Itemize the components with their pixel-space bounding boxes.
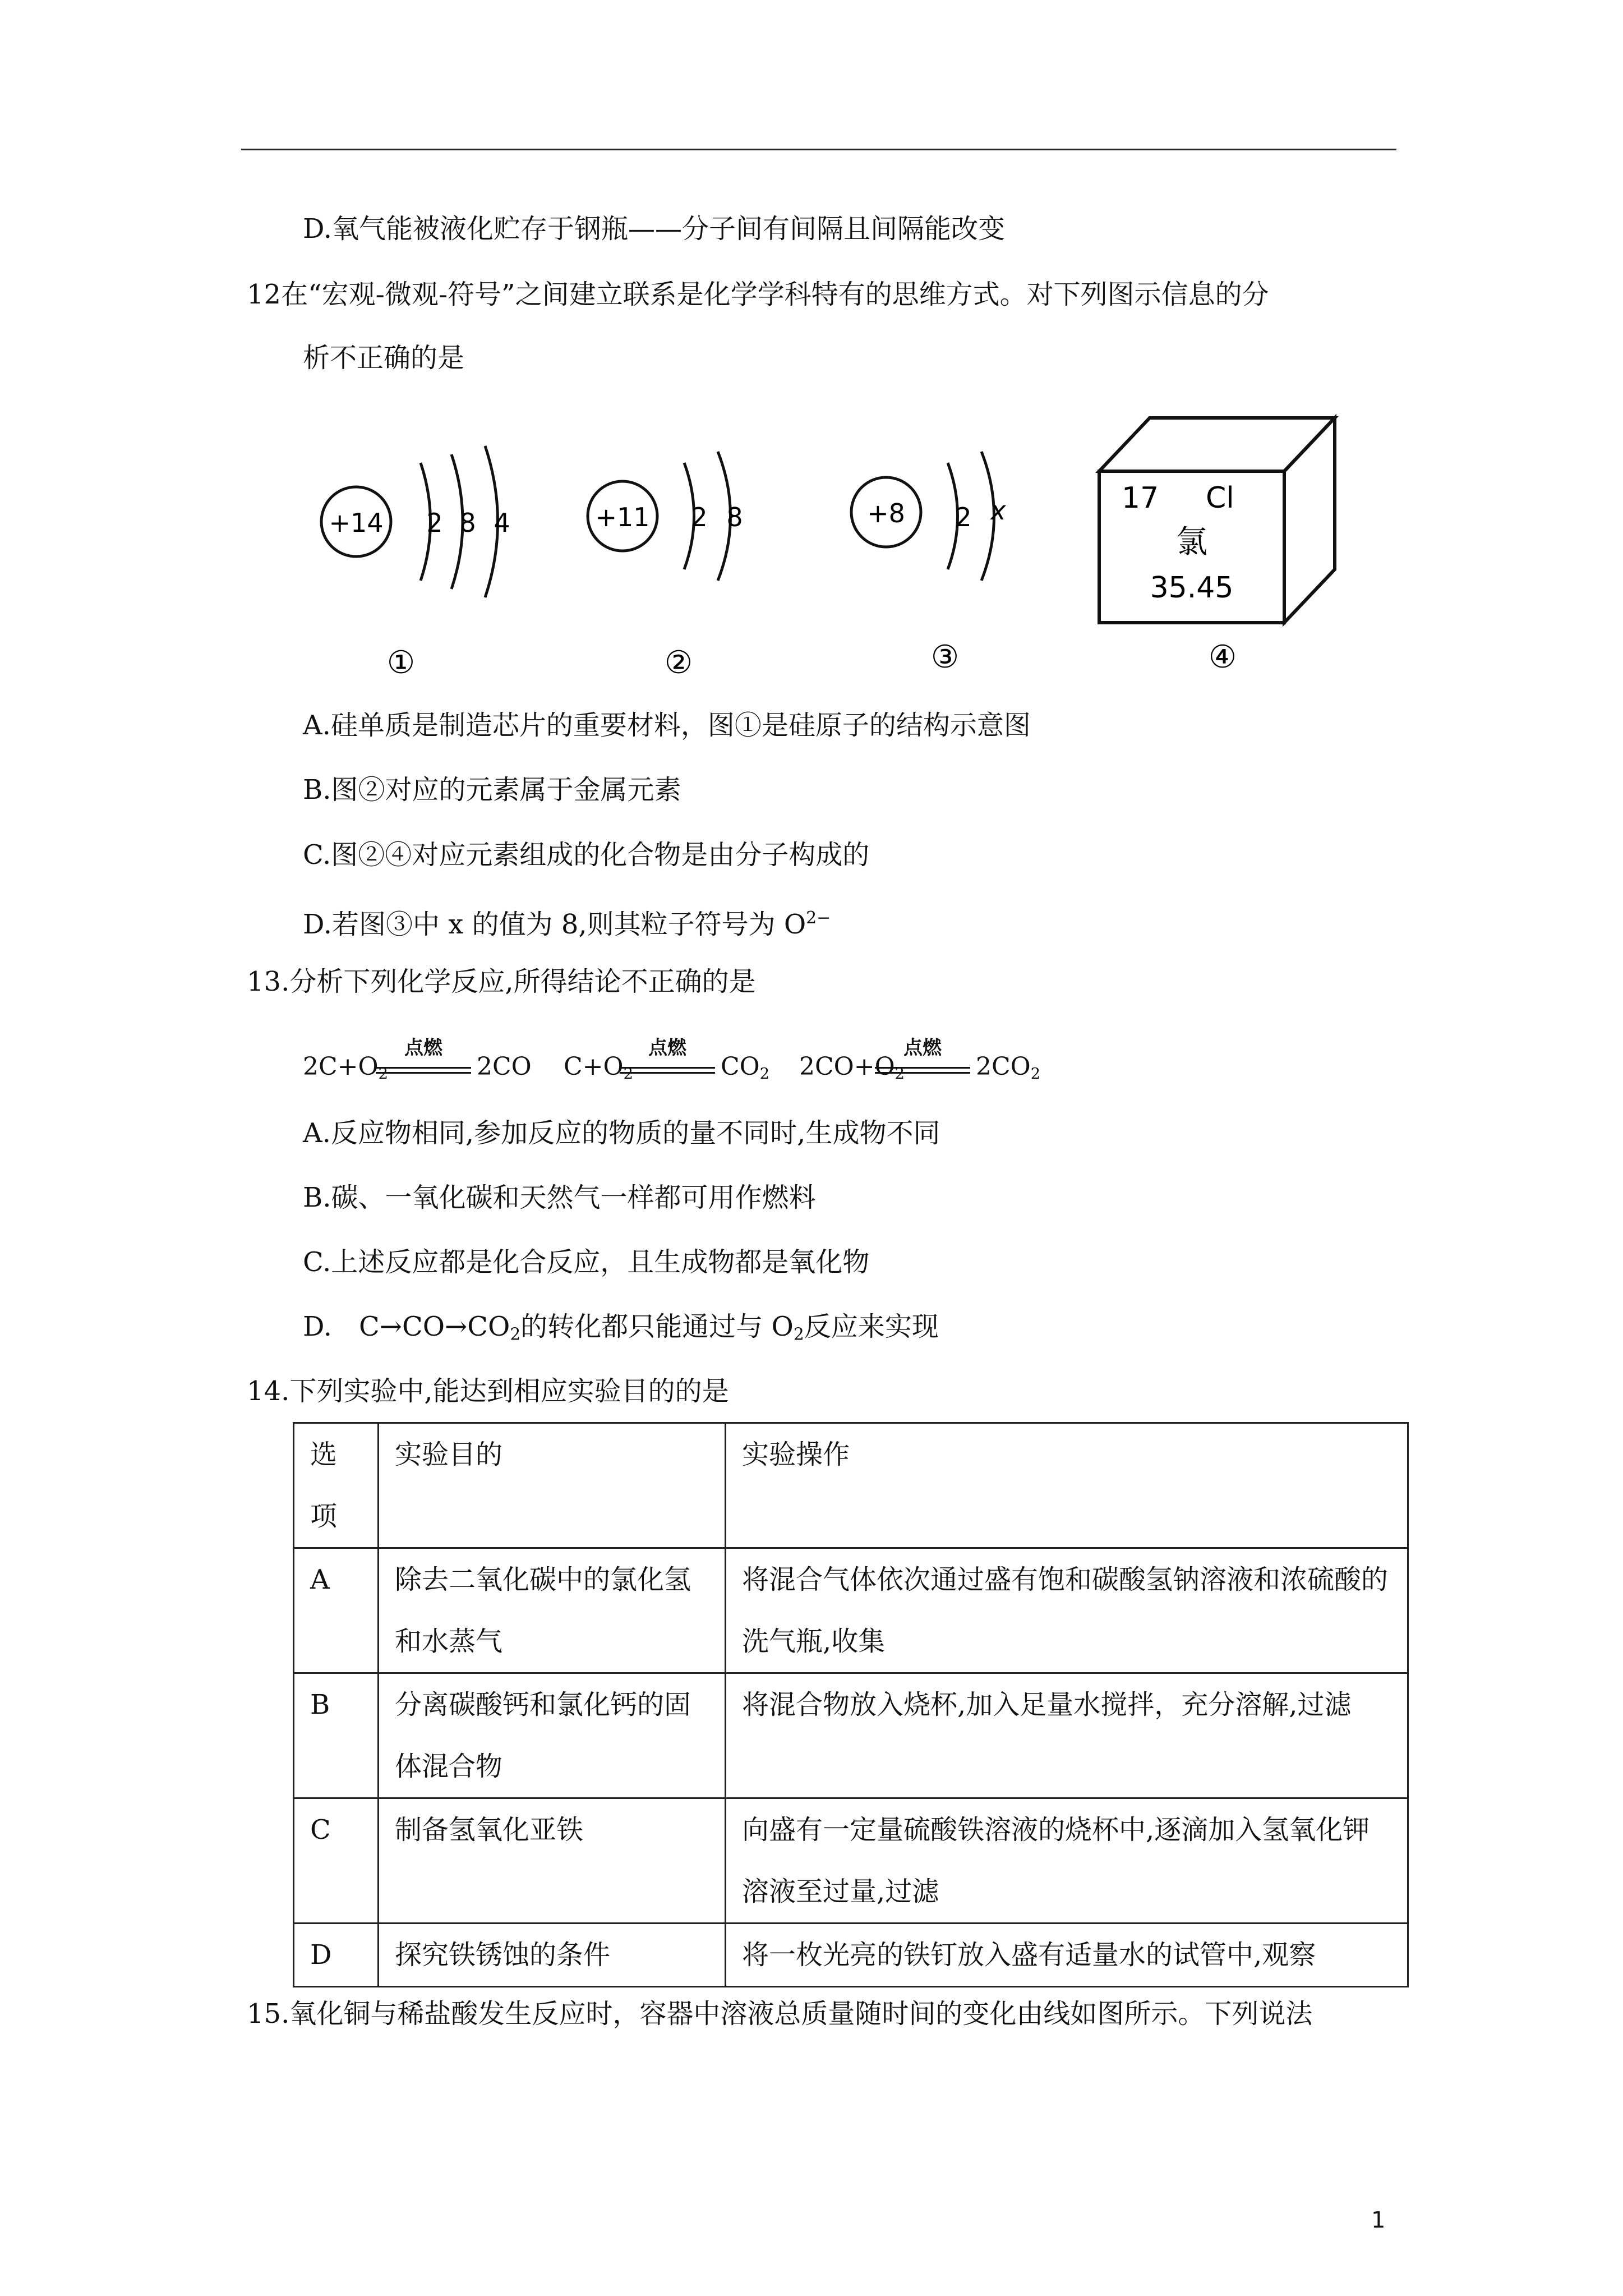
shell-electrons-1a: 2 (426, 508, 443, 538)
q14-stem: 14.下列实验中,能达到相应实验目的的是 (247, 1375, 729, 1407)
figure-label-3: ③ (930, 639, 960, 675)
nucleus-charge-1: +14 (329, 508, 384, 538)
nucleus-charge-2: +11 (595, 502, 650, 532)
eq1-products: 2CO (477, 1052, 532, 1081)
eq1-reactants: $2C+O_2$ (303, 1052, 388, 1083)
eq2-reactants: $C+O_2$ (564, 1052, 633, 1083)
q13-equations (303, 1032, 1144, 1094)
row-purpose: 制备氢氧化亚铁 (379, 1798, 726, 1924)
header-purpose: 实验目的 (379, 1423, 726, 1548)
q13-stem: 13.分析下列化学反应,所得结论不正确的是 (247, 966, 756, 997)
row-purpose: 分离碳酸钙和氯化钙的固体混合物 (379, 1673, 726, 1798)
row-option: B (294, 1673, 379, 1798)
q13-option-d: D. $C\to CO\to CO_2$的转化都只能通过与 $O_2$反应来实现 (303, 1311, 939, 1345)
shell-electrons-1c: 4 (494, 508, 510, 538)
atom-structure-3 (851, 452, 1006, 675)
eq3-reactants: $2CO+O_2$ (799, 1052, 905, 1083)
row-operation: 将一枚光亮的铁钉放入盛有适量水的试管中,观察 (726, 1924, 1408, 1987)
q12-figures (303, 409, 1368, 690)
eq1-condition: 点燃 (404, 1037, 442, 1059)
atom-structure-1 (321, 446, 510, 681)
table-row (294, 1924, 1408, 1987)
element-name: 氯 (1176, 524, 1207, 560)
header-rule (241, 149, 1396, 150)
q14-table (293, 1422, 1409, 1987)
row-option: D (294, 1924, 379, 1987)
shell-electrons-1b: 8 (459, 508, 476, 538)
row-purpose: 除去二氧化碳中的氯化氢和水蒸气 (379, 1548, 726, 1673)
q12-option-c: C.图②④对应元素组成的化合物是由分子构成的 (303, 839, 870, 871)
figure-label-1: ① (386, 645, 416, 681)
row-operation: 将混合物放入烧杯,加入足量水搅拌，充分溶解,过滤 (726, 1673, 1408, 1798)
eq1-equals (376, 1067, 471, 1074)
element-mass: 35.45 (1150, 571, 1234, 605)
q12-option-d: D.若图③中 x 的值为 8,则其粒子符号为 $O^{2-}$ (303, 908, 831, 940)
element-symbol: Cl (1206, 481, 1234, 515)
q12-option-b: B.图②对应的元素属于金属元素 (303, 774, 681, 806)
q11-option-d: D.氧气能被液化贮存于钢瓶——分子间有间隔且间隔能改变 (303, 213, 1006, 245)
eq2-condition: 点燃 (648, 1037, 686, 1059)
row-option: A (294, 1548, 379, 1673)
figure-label-2: ② (664, 645, 693, 681)
q12-option-a: A.硅单质是制造芯片的重要材料，图①是硅原子的结构示意图 (303, 710, 1031, 741)
row-purpose: 探究铁锈蚀的条件 (379, 1924, 726, 1987)
row-operation: 将混合气体依次通过盛有饱和碳酸氢钠溶液和浓硫酸的洗气瓶,收集 (726, 1548, 1408, 1673)
shell-electrons-2b: 8 (726, 502, 743, 532)
row-option: C (294, 1798, 379, 1924)
shell-electrons-3a: 2 (955, 502, 972, 532)
page-number: 1 (1371, 2207, 1386, 2233)
q13-option-b: B.碳、一氧化碳和天然气一样都可用作燃料 (303, 1182, 816, 1213)
q15-stem: 15.氧化铜与稀盐酸发生反应时，容器中溶液总质量随时间的变化由线如图所示。下列说法 (247, 1998, 1313, 2030)
table-row (294, 1673, 1408, 1798)
element-cell (1099, 418, 1335, 675)
figure-label-4: ④ (1208, 639, 1237, 675)
eq3-equals (875, 1067, 970, 1074)
table-header-row (294, 1423, 1408, 1548)
eq2-products: $CO_2$ (721, 1052, 770, 1083)
shell-electrons-2a: 2 (691, 502, 708, 532)
q12-stem-line1: 12在“宏观-微观-符号”之间建立联系是化学学科特有的思维方式。对下列图示信息的分 (247, 279, 1269, 310)
eq3-products: $2CO_2$ (976, 1052, 1041, 1083)
shell-electrons-3b: x (990, 495, 1006, 526)
table-row (294, 1798, 1408, 1924)
eq2-equals (620, 1067, 715, 1074)
q13-option-a: A.反应物相同,参加反应的物质的量不同时,生成物不同 (303, 1117, 940, 1149)
header-option: 选项 (294, 1423, 379, 1548)
table-row (294, 1548, 1408, 1673)
element-atomic-number: 17 (1122, 481, 1159, 515)
q13-option-c: C.上述反应都是化合反应，且生成物都是氧化物 (303, 1246, 870, 1278)
header-operation: 实验操作 (726, 1423, 1408, 1548)
nucleus-charge-3: +8 (867, 498, 905, 528)
q12-stem-line2: 析不正确的是 (303, 342, 465, 374)
atom-structure-2 (588, 452, 743, 681)
eq3-condition: 点燃 (903, 1037, 942, 1059)
row-operation: 向盛有一定量硫酸铁溶液的烧杯中,逐滴加入氢氧化钾溶液至过量,过滤 (726, 1798, 1408, 1924)
